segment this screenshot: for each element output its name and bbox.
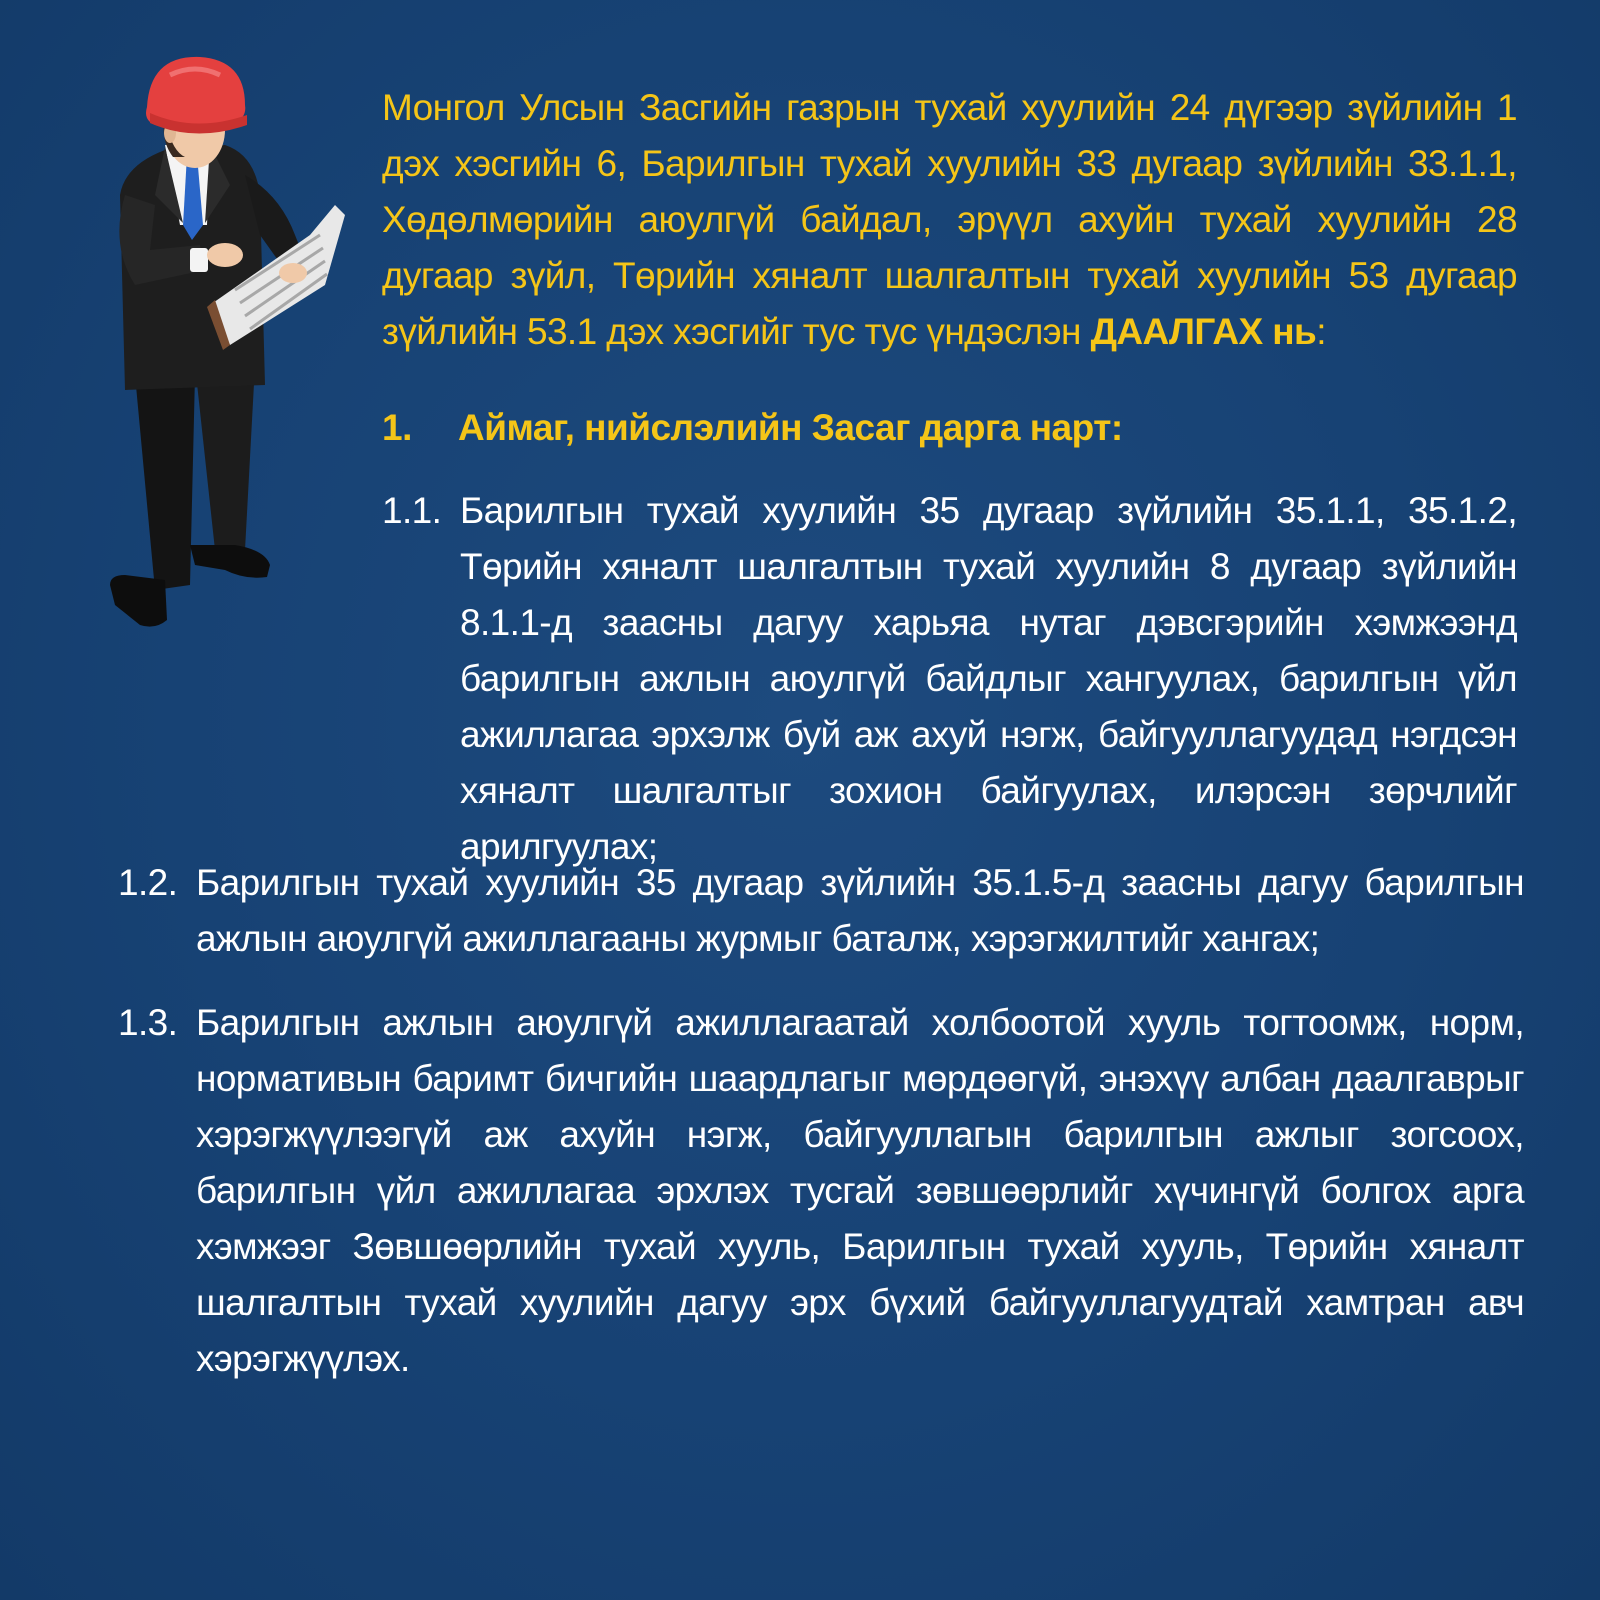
list-item [382, 483, 1517, 875]
section-number: 1. [382, 407, 412, 448]
intro-emphasis: ДААЛГАХ нь [1090, 311, 1317, 352]
list-item-text: Барилгын тухай хуулийн 35 дугаар зүйлийн 35.1.1, 35.1.2, Төрийн хяналт шалгалтын тухай хуулийн 8 дугаар зүйлийн 8.1.1-д заасны дагуу харьяа нутаг дэвсгэрийн хэмжээнд барилгын ажлын аюулгүй байдлыг хангуулах, барилгын үйл ажиллагаа эрхэлж буй аж ахуй нэгж, байгууллагуудад нэгдсэн хяналт шалгалтыг зохион байгуулах, илэрсэн зөрчлийг арилгуулах; [460, 490, 1517, 867]
section-title: Аймаг, нийслэлийн Засаг дарга нарт: [458, 407, 1123, 448]
list-item [118, 855, 1524, 967]
intro-text: Монгол Улсын Засгийн газрын тухай хуулийн 24 дүгээр зүйлийн 1 дэх хэсгийн 6, Барилгын тухай хуулийн 33 дугаар зүйлийн 33.1.1, Хөдөлмөрийн аюулгүй байдал, эрүүл ахуйн тухай хуулийн 28 дугаар зүйл, Төрийн хяналт шалгалтын тухай хуулийн 53 дугаар зүйлийн 53.1 дэх хэсгийг тус тус үндэслэн [382, 87, 1517, 352]
list-item [118, 995, 1524, 1387]
list-item-text: Барилгын тухай хуулийн 35 дугаар зүйлийн 35.1.5-д заасны дагуу барилгын ажлын аюулгүй ажиллагааны журмыг баталж, хэрэгжилтийг хангах; [196, 862, 1524, 959]
list-item-number: 1.3. [118, 1002, 178, 1043]
list-item-text: Барилгын ажлын аюулгүй ажиллагаатай холбоотой хууль тогтоомж, норм, нормативын баримт бичгийн шаардлагыг мөрдөөгүй, энэхүү албан даалгаврыг хэрэгжүүлээгүй аж ахуйн нэгж, байгууллагын барилгын ажлыг зогсоох, барилгын үйл ажиллагаа эрхлэх тусгай зөвшөөрлийг хүчингүй болгох арга хэмжээг Зөвшөөрлийн тухай хууль, Барилгын тухай хууль, Төрийн хяналт шалгалтын тухай хуулийн дагуу эрх бүхий байгууллагуудтай хамтран авч хэрэгжүүлэх. [196, 1002, 1524, 1379]
list-item-number: 1.2. [118, 862, 178, 903]
intro-suffix: : [1316, 311, 1326, 352]
intro-paragraph [382, 80, 1517, 360]
section-heading [382, 400, 1517, 456]
engineer-with-blueprint-icon [95, 45, 355, 655]
list-item-number: 1.1. [382, 490, 442, 531]
